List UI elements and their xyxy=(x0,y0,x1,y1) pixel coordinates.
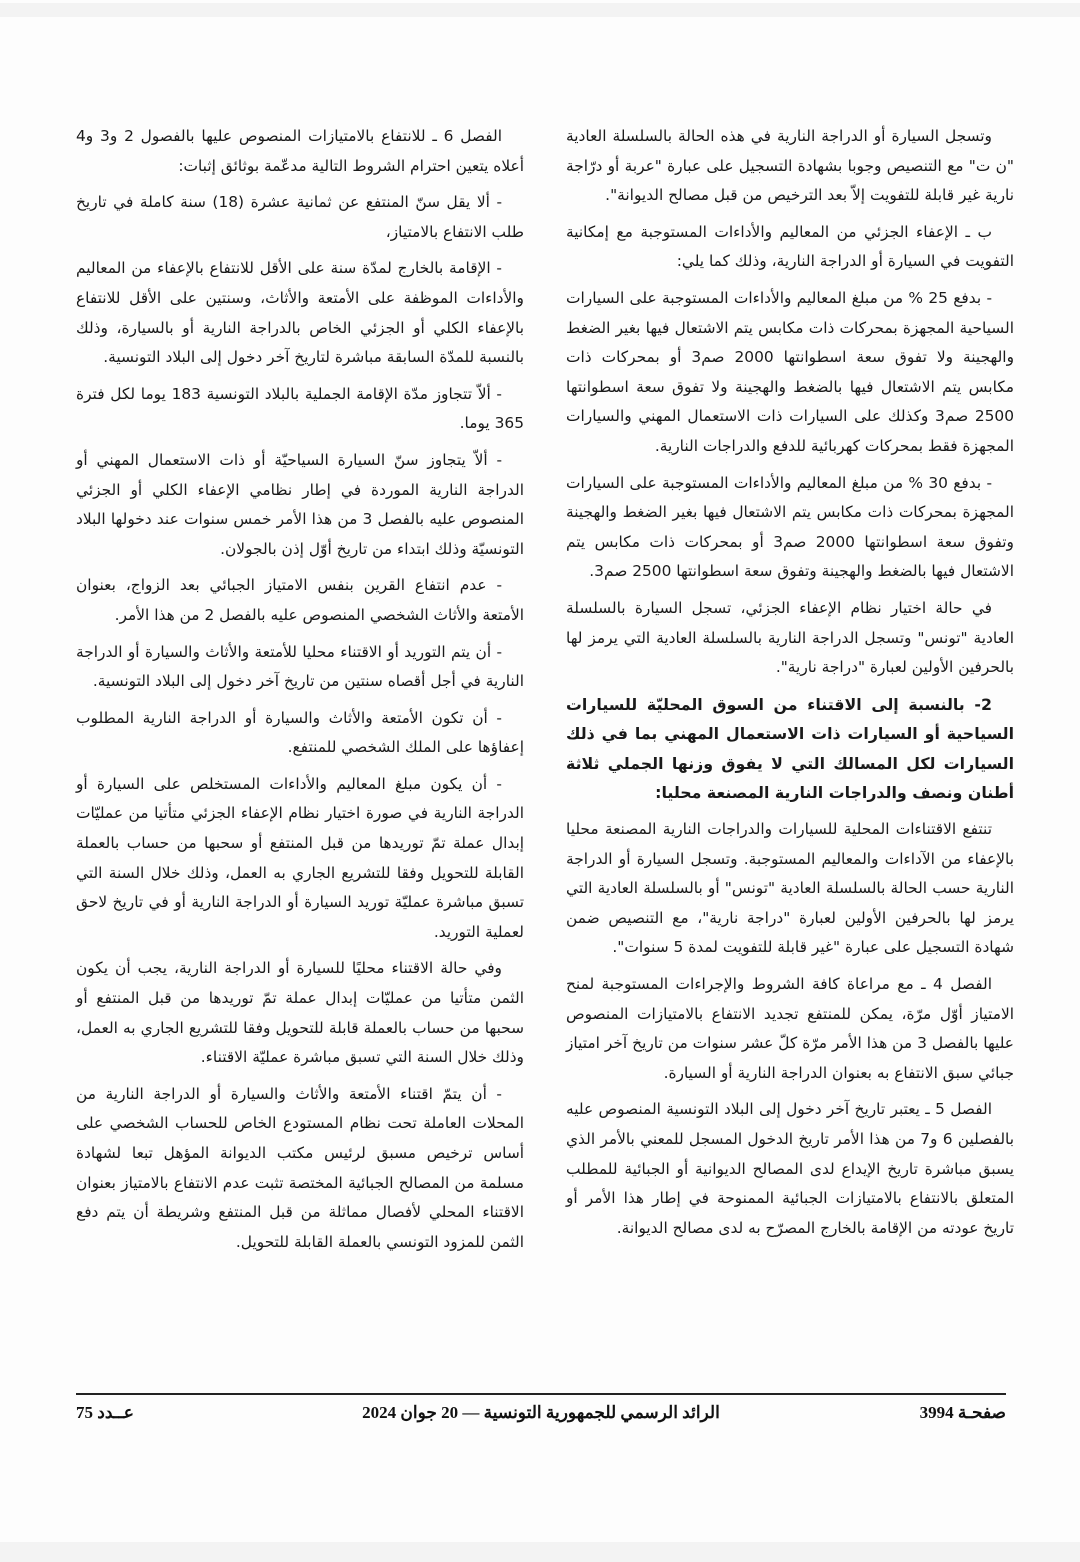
condition-item: - ألاّ يتجاوز سنّ السيارة السياحيّة أو ذات الاستعمال المهني أو الدراجة النارية الموردة في إطار نظامي الإعفاء الكلي أو الجزئي المنصوص عليه بالفصل 3 من هذا الأمر خمس سنوات عند دخولها البلاد التونسيّة وذلك ابتداء من تاريخ أوّل إذن بالجولان. xyxy=(76,450,524,558)
page-number: صفحـة 3994 xyxy=(919,1403,1006,1422)
article-6: الفصل 6 ـ للانتفاع بالامتيازات المنصوص عليها بالفصول 2 و3 و4 أعلاه يتعين احترام الشروط التالية مدعّمة بوثائق إثبات: xyxy=(76,127,524,175)
condition-item: - ألا يقل سنّ المنتفع عن ثمانية عشرة (18) سنة كاملة في تاريخ طلب الانتفاع بالامتياز، xyxy=(76,193,524,241)
condition-item: - ألاّ تتجاوز مدّة الإقامة الجملية بالبلاد التونسية 183 يوما لكل فترة 365 يوما. xyxy=(76,384,524,433)
footer-divider xyxy=(76,1393,1006,1395)
paragraph: وفي حالة الاقتناء محليًا للسيارة أو الدراجة النارية، يجب أن يكون الثمن متأتيا من عمليّات إبدال عملة تمّ توريدها من قبل المنتفع أو سحبها من حساب بالعملة قابلة للتحويل وفقا للتشريع الجاري به العمل، وذلك خلال السنة التي تسبق مباشرة عمليّة الاقتناء. xyxy=(76,959,524,1067)
condition-item: - أن يكون مبلغ المعاليم والأداءات المستخلص على السيارة أو الدراجة النارية في صورة اختيار نظام الإعفاء الجزئي متأتيا من عمليّات إبدال عملة تمّ توريدها من قبل المنتفع أو سحبها من حساب بالعملة القابلة للتحويل وفقا للتشريع الجاري به العمل، وذلك خلال السنة التي تسبق مباشرة عمليّة توريد السيارة أو الدراجة النارية أو في تاريخ لاحق لعملية التوريد. xyxy=(76,774,524,941)
left-column xyxy=(76,122,524,1264)
condition-item: - عدم انتفاع القرين بنفس الامتياز الجبائي بعد الزواج، بعنوان الأمتعة والأثاث الشخصي المنصوص عليه بالفصل 2 من هذا الأمر. xyxy=(76,576,524,624)
condition-item: - أن يتمّ اقتناء الأمتعة والأثاث والسيارة أو الدراجة النارية من المحلات العاملة تحت نظام المستودع الخاص للحساب الشخصي على أساس ترخيص مسبق لرئيس مكتب الديوانة المؤهل تبعا لشهادة مسلمة من المصالح الجبائية المختصة تثبت عدم الانتفاع بالامتياز بعنوان الاقتناء المحلي لأفصال مماثلة من قبل المنتفع وشريطة أن يتم دفع الثمن للمزود التونسي بالعملة القابلة للتحويل. xyxy=(76,1084,524,1251)
article-4: الفصل 4 ـ مع مراعاة كافة الشروط والإجراءات المستوجبة لمنح الامتياز أوّل مرّة، يمكن للمنتفع تجديد الانتفاع بالامتيازات المنصوص عليها بالفصل 3 من هذا الأمر مرّة كلّ عشر سنوات من تاريخ آخر امتياز جبائي سبق الانتفاع به بعنوان الدراجة النارية أو السيارة. xyxy=(566,975,1014,1082)
condition-item: - الإقامة بالخارج لمدّة سنة على الأقل للانتفاع بالإعفاء من المعاليم والأداءات الموظفة على الأمتعة والأثاث، وسنتين على الأقل للانتفاع بالإعفاء الكلي أو الجزئي الخاص بالدراجة النارية أو بالسيارة، وذلك بالنسبة للمدّة السابقة مباشرة لتاريخ آخر دخول إلى البلاد التونسية. xyxy=(76,259,524,367)
publication-title: الرائد الرسمي للجمهورية التونسية — 20 جوان 2024 xyxy=(362,1403,720,1422)
paragraph: - بدفع 25 % من مبلغ المعاليم والأداءات المستوجبة على السيارات السياحية المجهزة بمحركات ذات مكابس يتم الاشتعال فيها بغير الضغط والهجينة ولا تفوق سعة اسطوانتها 2000 صم3 أو بمحركات ذات مكابس يتم الاشتعال فيها بالضغط والهجينة ولا تفوق سعة اسطوانتها 2500 صم3 وكذلك على السيارات ذات الاستعمال المهني والسيارات المجهزة فقط بمحركات كهربائية للدفع والدراجات النارية. xyxy=(566,288,1014,455)
paragraph: وتسجل السيارة أو الدراجة النارية في هذه الحالة بالسلسلة العادية "ن ت" مع التنصيص وجوبا بشهادة التسجيل على عبارة "عربة أو درّاجة نارية غير قابلة للتفويت إلاّ بعد الترخيص من قبل مصالح الديوانة". xyxy=(566,127,1014,205)
condition-item: - أن تكون الأمتعة والأثاث والسيارة أو الدراجة النارية المطلوب إعفاؤها على الملك الشخصي للمنتفع. xyxy=(76,708,524,757)
paragraph: ب ـ الإعفاء الجزئي من المعاليم والأداءات المستوجبة مع إمكانية التفويت في السيارة أو الدراجة النارية، وذلك كما يلي: xyxy=(566,222,1014,271)
section-heading: 2- بالنسبة إلى الاقتناء من السوق المحليّة للسيارات السياحية أو السيارات ذات الاستعمال المهني بما في ذلك السيارات لكل المسالك التي لا يفوق وزنها الجملي ثلاثة أطنان ونصف والدراجات النارية المصنعة محليا: xyxy=(566,694,1014,803)
issue-number: عــدد 75 xyxy=(76,1403,134,1422)
top-scan-band xyxy=(0,3,1080,17)
paragraph: - بدفع 30 % من مبلغ المعاليم والأداءات المستوجبة على السيارات المجهزة بمحركات ذات مكابس يتم الاشتعال فيها بغير الضغط والهجينة وتفوق سعة اسطوانتها 2000 صم3 أو بمحركات ذات مكابس يتم الاشتعال فيها بالضغط والهجينة وتفوق سعة اسطوانتها 2500 صم3. xyxy=(566,473,1014,581)
right-column xyxy=(566,122,1014,1250)
paragraph: في حالة اختيار نظام الإعفاء الجزئي، تسجل السيارة بالسلسلة العادية "تونس" وتسجل الدراجة النارية بالسلسلة العادية التي يرمز لها بالحرفين الأولين لعبارة "دراجة نارية". xyxy=(566,598,1014,677)
bottom-scan-band xyxy=(0,1542,1080,1562)
article-5: الفصل 5 ـ يعتبر تاريخ آخر دخول إلى البلاد التونسية المنصوص عليه بالفصلين 6 و7 من هذا الأمر تاريخ الدخول المسجل للمعني بالأمر الذي يسبق مباشرة تاريخ الإيداع لدى المصالح الديوانية أو الجبائية للمطلب المتعلق بالانتفاع بالامتيازات الجبائية الممنوحة في إطار هذا الأمر أو تاريخ عودته من الإقامة بالخارج المصرّح به لدى مصالح الديوانة. xyxy=(566,1100,1015,1237)
condition-item: - أن يتم التوريد أو الاقتناء محليا للأمتعة والأثاث والسيارة أو الدراجة النارية في أجل أقصاه سنتين من تاريخ آخر دخول إلى البلاد التونسية. xyxy=(76,642,524,691)
paragraph: تنتفع الاقتناءات المحلية للسيارات والدراجات النارية المصنعة محليا بالإعفاء من الآداءات والمعاليم المستوجبة. وتسجل السيارة أو الدراجة النارية حسب الحالة بالسلسلة العادية "تونس" أو بالسلسلة العادية التي يرمز لها بالحرفين الأولين لعبارة "دراجة نارية"، مع التنصيص ضمن شهادة التسجيل على عبارة "غير قابلة للتفويت لمدة 5 سنوات". xyxy=(566,820,1014,957)
page-footer xyxy=(76,1403,1006,1431)
